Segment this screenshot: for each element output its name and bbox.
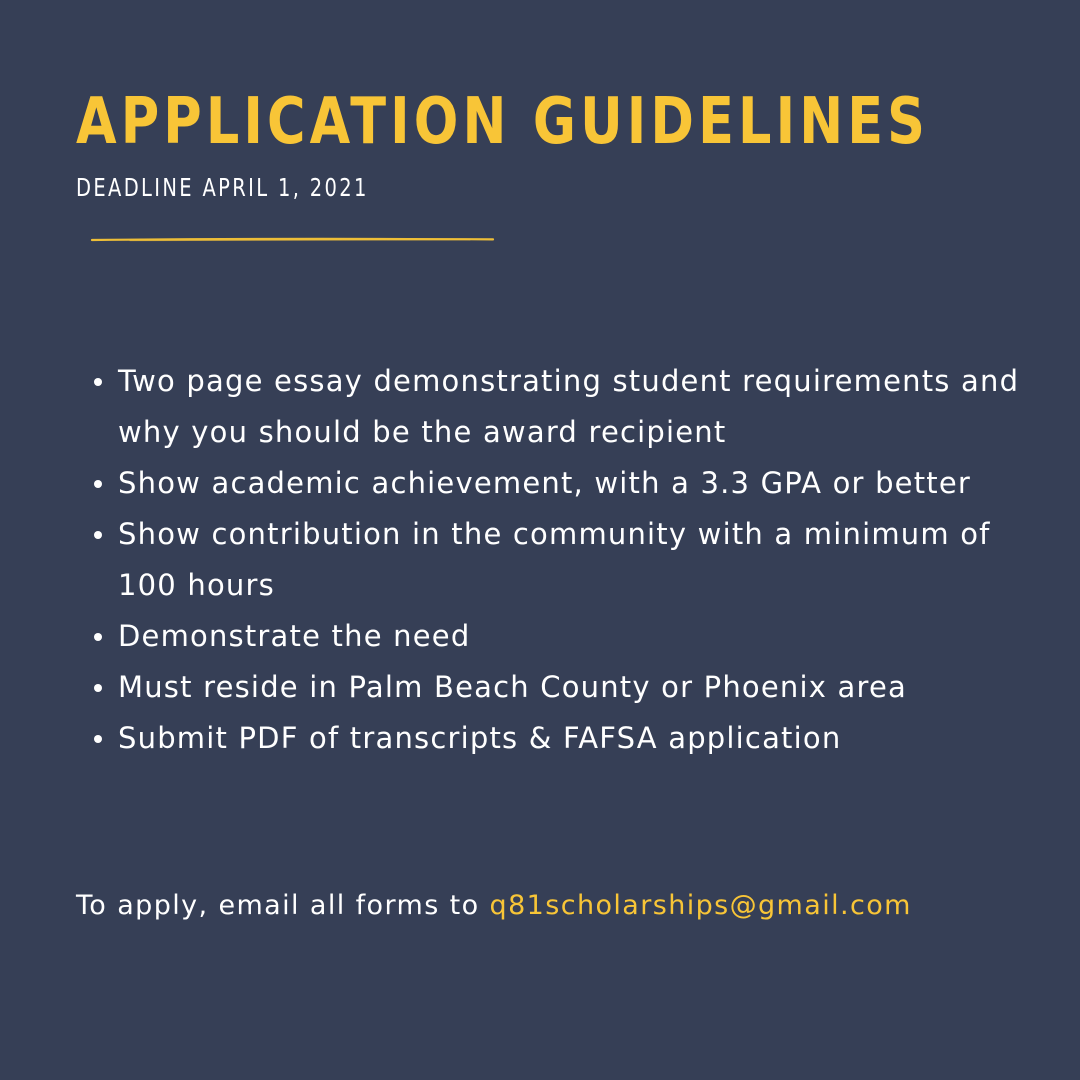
email-link[interactable]: q81scholarships@gmail.com xyxy=(489,890,912,921)
list-item xyxy=(90,458,1050,509)
list-item-text: Must reside in Palm Beach County or Phoenix area xyxy=(118,670,907,704)
page-title: APPLICATION GUIDELINES xyxy=(76,85,930,159)
list-item-text: Submit PDF of transcripts & FAFSA application xyxy=(118,721,842,755)
guidelines-list xyxy=(90,356,1050,764)
deadline-subtitle: DEADLINE APRIL 1, 2021 xyxy=(76,173,369,202)
list-item-text: Demonstrate the need xyxy=(118,619,471,653)
bullet-icon xyxy=(94,480,102,488)
list-item xyxy=(90,713,1050,764)
list-item-text: Show contribution in the community with a minimum of 100 hours xyxy=(118,517,991,602)
list-item xyxy=(90,509,1050,611)
list-item xyxy=(90,356,1050,458)
bullet-icon xyxy=(94,735,102,743)
list-item-text: Show academic achievement, with a 3.3 GPA or better xyxy=(118,466,972,500)
apply-text: To apply, email all forms to xyxy=(76,890,490,921)
bullet-icon xyxy=(94,684,102,692)
bullet-icon xyxy=(94,531,102,539)
list-item xyxy=(90,662,1050,713)
bullet-icon xyxy=(94,633,102,641)
bullet-icon xyxy=(94,378,102,386)
brush-divider xyxy=(90,234,495,244)
list-item xyxy=(90,611,1050,662)
apply-instructions xyxy=(76,886,912,926)
list-item-text: Two page essay demonstrating student requirements and why you should be the award recipient xyxy=(118,364,1020,449)
